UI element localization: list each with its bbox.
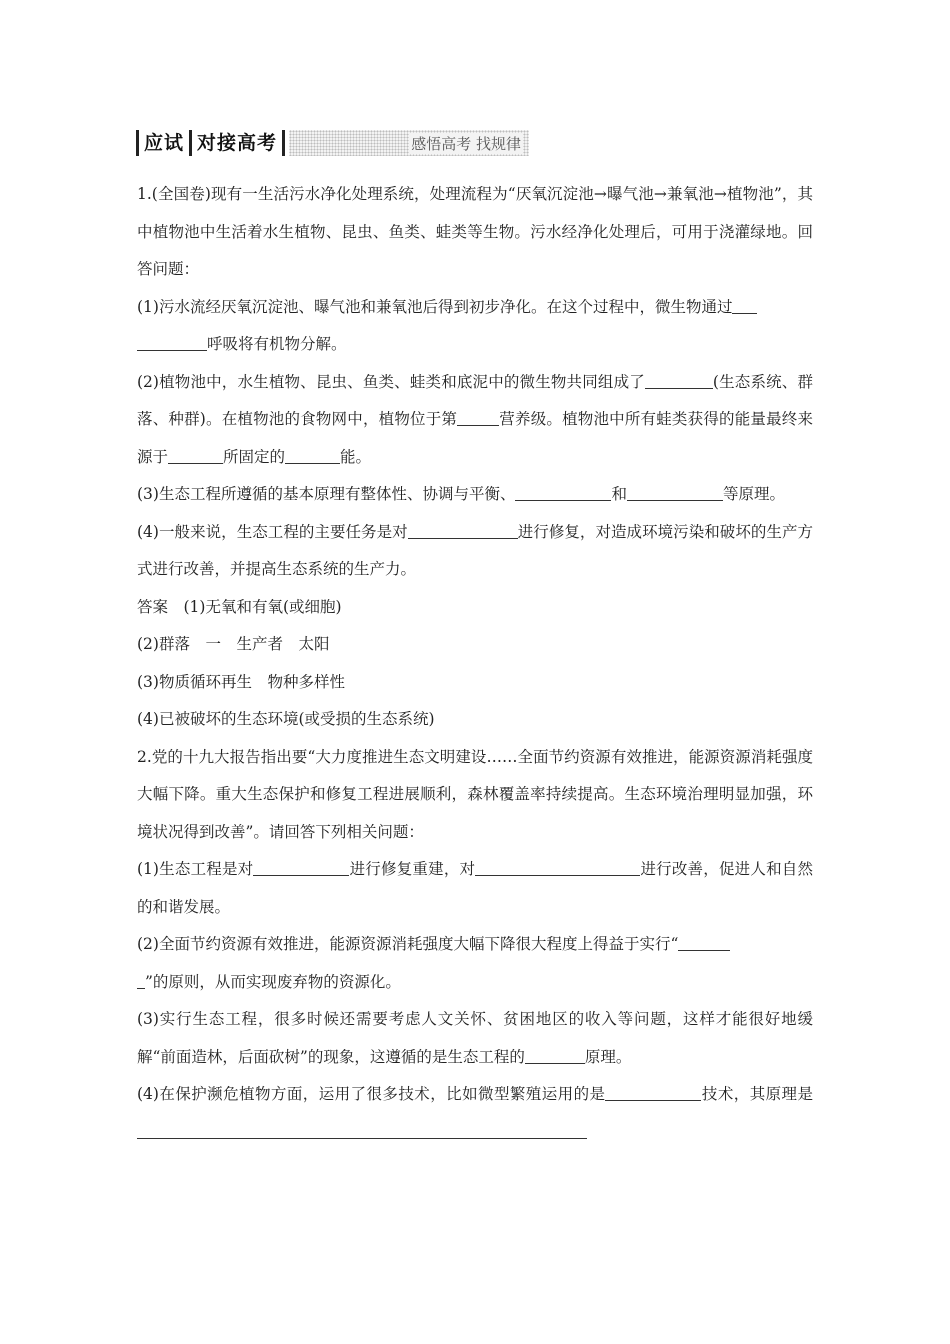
q1-part2-text-a: (2)植物池中，水生植物、昆虫、鱼类、蛙类和底泥中的微生物共同组成了 (137, 372, 645, 391)
question-2-part-1 (137, 851, 813, 926)
question-1-part-3 (137, 476, 813, 514)
answer-4-text: (4)已被破坏的生态环境(或受损的生态系统) (137, 710, 435, 728)
answer-blank[interactable] (137, 972, 145, 989)
answer-blank[interactable] (457, 410, 499, 427)
answer-3-text: (3)物质循环再生 物种多样性 (137, 672, 345, 691)
header-title-part1: 应试 (144, 132, 185, 154)
answer-line-2 (137, 626, 813, 664)
section-header (136, 128, 529, 158)
answer-blank[interactable] (253, 860, 349, 877)
q1-part4-text-a: (4)一般来说，生态工程的主要任务是对 (137, 522, 408, 541)
q1-part1-text-a: (1)污水流经厌氧沉淀池、曝气池和兼氧池后得到初步净化。在这个过程中，微生物通过 (137, 297, 733, 316)
answer-line-1 (137, 589, 813, 627)
answer-blank[interactable] (168, 447, 223, 464)
question-2-stem (137, 739, 813, 852)
answer-blank[interactable] (525, 1047, 585, 1064)
question-1-part-2 (137, 364, 813, 477)
answer-blank[interactable] (515, 485, 611, 502)
answer-1-text: 答案 (1)无氧和有氧(或细胞) (137, 597, 342, 616)
answer-line-3 (137, 664, 813, 702)
question-2-part-2 (137, 926, 813, 1001)
answer-blank[interactable] (475, 860, 640, 877)
answer-line-4 (137, 701, 813, 739)
q2-part3-text-b: 原理。 (584, 1047, 632, 1066)
answer-blank[interactable] (285, 447, 340, 464)
answer-blank[interactable] (627, 485, 723, 502)
q1-part1-text-b: 呼吸将有机物分解。 (207, 335, 347, 353)
answer-blank[interactable] (678, 935, 730, 952)
question-1-stem (137, 176, 813, 289)
question-1-part-1 (137, 289, 813, 364)
q2-part2-text-a: (2)全面节约资源有效推进，能源资源消耗强度大幅下降很大程度上得益于实行“ (137, 935, 679, 953)
header-subtitle-box (289, 130, 529, 156)
q2-part1-text-c: 进行改善，促进人和自然的和谐发展。 (137, 860, 813, 916)
q1-part3-text-c: 等原理。 (722, 485, 785, 503)
answer-blank[interactable] (137, 1122, 587, 1139)
q1-part3-text-b: 和 (611, 485, 627, 503)
q2-part1-text-a: (1)生态工程是对 (137, 860, 254, 878)
header-subtitle: 感悟高考 找规律 (411, 134, 522, 153)
answer-blank[interactable] (408, 522, 518, 539)
q1-part2-text-b: (生态系统、群落、种群)。在植物池的食物网中，植物位于第 (137, 372, 813, 428)
q1-part4-text-b: 进行修复，对造成环境污染和破坏的生产方式进行改善，并提高生态系统的生产力。 (137, 522, 813, 578)
q2-part1-text-b: 进行修复重建，对 (349, 860, 476, 878)
q2-part2-text-b: ”的原则，从而实现废弃物的资源化。 (145, 972, 401, 991)
q1-part2-text-c: 营养级。植物池中所有蛙类获得的能量最终来源于 (137, 410, 813, 466)
answer-blank[interactable] (732, 297, 757, 314)
answer-blank[interactable] (645, 372, 713, 389)
question-2-stem-text: 2.党的十九大报告指出要“大力度推进生态文明建设……全面节约资源有效推进，能源资源消耗强度大幅下降。重大生态保护和修复工程进展顺利，森林覆盖率持续提高。生态环境治理明显加强，环境状况得到改善”。请回答下列相关问题： (137, 747, 813, 841)
question-1-stem-text: 1.(全国卷)现有一生活污水净化处理系统，处理流程为“厌氧沉淀池→曝气池→兼氧池→植物池”，其中植物池中生活着水生植物、昆虫、鱼类、蛙类等生物。污水经净化处理后，可用于浇灌绿地。回答问题： (137, 185, 813, 278)
answer-2-text: (2)群落 一 生产者 太阳 (137, 635, 330, 653)
q1-part2-text-e: 能。 (340, 447, 372, 466)
q1-part3-text-a: (3)生态工程所遵循的基本原理有整体性、协调与平衡、 (137, 485, 516, 503)
question-2-part-4 (137, 1076, 813, 1151)
q1-part2-text-d: 所固定的 (223, 447, 286, 466)
q2-part3-text-a: (3)实行生态工程，很多时候还需要考虑人文关怀、贫困地区的收入等问题，这样才能很好地缓解“前面造林，后面砍树”的现象，这遵循的是生态工程的 (137, 1010, 813, 1066)
answer-blank[interactable] (137, 335, 207, 352)
q2-part4-text-a: (4)在保护濒危植物方面，运用了很多技术，比如微型繁殖运用的是 (137, 1085, 606, 1103)
header-title-part2: 对接高考 (197, 132, 278, 154)
document-body (137, 176, 813, 1151)
answer-blank[interactable] (605, 1085, 701, 1102)
question-2-part-3 (137, 1001, 813, 1076)
question-1-part-4 (137, 514, 813, 589)
header-bar-right (282, 130, 285, 156)
q2-part4-text-b: 技术，其原理是 (701, 1085, 813, 1103)
